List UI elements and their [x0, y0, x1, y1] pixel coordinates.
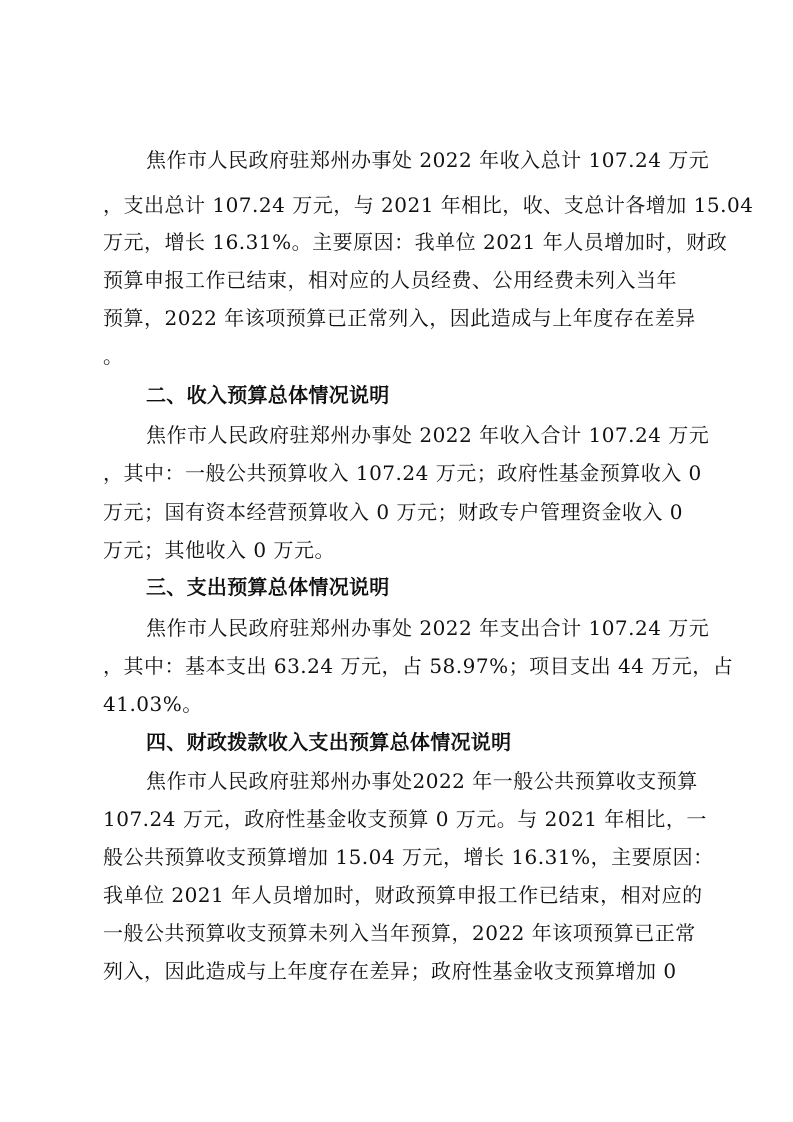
paragraph-line: 万元；其他收入 0 万元。 — [103, 538, 335, 562]
paragraph-line: 107.24 万元，政府性基金收支预算 0 万元。与 2021 年相比，一 — [103, 807, 707, 831]
paragraph-line: 万元，增长 16.31%。主要原因：我单位 2021 年人员增加时，财政 — [103, 230, 728, 254]
paragraph-line: 万元；国有资本经营预算收入 0 万元；财政专户管理资金收入 0 — [103, 500, 684, 524]
paragraph-line: 焦作市人民政府驻郑州办事处 2022 年收入合计 107.24 万元 — [146, 423, 710, 447]
paragraph-line: 预算申报工作已结束，相对应的人员经费、公用经费未列入当年 — [103, 268, 677, 292]
paragraph-line: 预算，2022 年该项预算已正常列入，因此造成与上年度存在差异 — [103, 306, 696, 330]
paragraph-line: 焦作市人民政府驻郑州办事处 2022 年收入总计 107.24 万元 — [146, 148, 710, 172]
paragraph-line: 焦作市人民政府驻郑州办事处2022 年一般公共预算收支预算 — [146, 769, 698, 793]
paragraph-line: 般公共预算收支预算增加 15.04 万元，增长 16.31%，主要原因： — [103, 845, 714, 869]
section-heading: 四、财政拨款收入支出预算总体情况说明 — [146, 730, 512, 754]
paragraph-line: 列入，因此造成与上年度存在差异；政府性基金收支预算增加 0 — [103, 959, 677, 983]
paragraph-line: ，其中：一般公共预算收入 107.24 万元；政府性基金预算收入 0 — [103, 461, 702, 485]
section-heading: 二、收入预算总体情况说明 — [146, 383, 390, 407]
section-heading: 三、支出预算总体情况说明 — [146, 575, 390, 599]
paragraph-line: 我单位 2021 年人员增加时，财政预算申报工作已结束，相对应的 — [103, 883, 703, 907]
paragraph-line: 41.03%。 — [103, 692, 203, 716]
paragraph-line: 。 — [103, 344, 124, 368]
paragraph-line: 一般公共预算收支预算未列入当年预算，2022 年该项预算已正常 — [103, 921, 696, 945]
paragraph-line: 焦作市人民政府驻郑州办事处 2022 年支出合计 107.24 万元 — [146, 616, 710, 640]
paragraph-line: ，支出总计 107.24 万元，与 2021 年相比，收、支总计各增加 15.04 — [103, 193, 754, 217]
paragraph-line: ，其中：基本支出 63.24 万元，占 58.97%；项目支出 44 万元，占 — [103, 654, 734, 678]
